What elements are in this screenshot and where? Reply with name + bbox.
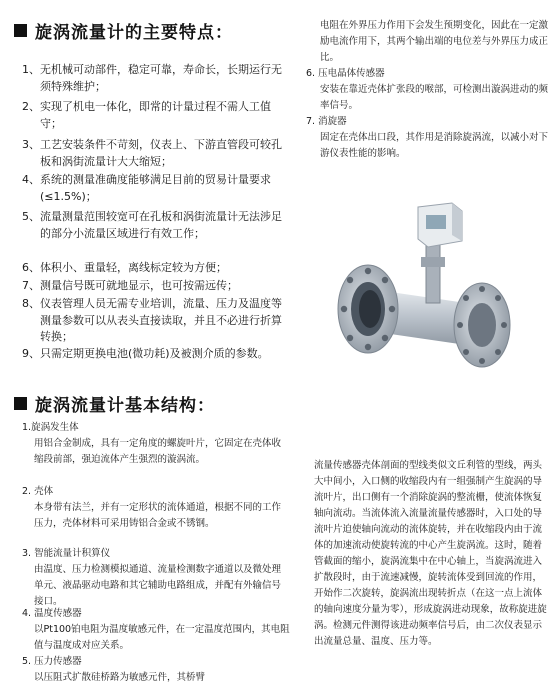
structure-item-title: 3. 智能流量计积算仪 bbox=[22, 548, 111, 559]
feature-text: 系统的测量准确度能够满足目前的贸易计量要求(≤1.5%)； bbox=[40, 173, 271, 203]
sensor-stem bbox=[426, 241, 440, 303]
feature-item bbox=[22, 62, 292, 95]
feature-text: 流量测量范围较宽可在孔板和涡街流量计无法涉足的部分小流量区域进行有效工作； bbox=[40, 210, 282, 240]
feature-number: 2、 bbox=[22, 100, 40, 113]
feature-text: 测量信号既可就地显示，也可按需远传； bbox=[40, 279, 238, 292]
structure-item-body: 本身带有法兰，并有一定形状的流体通道，根据不同的工作压力，壳体材料可采用铸铝合金或不锈钢。 bbox=[34, 502, 282, 529]
structure-heading-text: 旋涡流量计基本结构： bbox=[35, 396, 215, 416]
display-head-side bbox=[452, 203, 462, 241]
piezo-sensor-body: 安装在靠近壳体扩张段的喉部，可检测出漩涡进动的频率信号。 bbox=[320, 84, 549, 111]
feature-text: 仪表管理人员无需专业培训，流量、压力及温度等测量参数可以从表头直接读取，并且不必进行折算转换； bbox=[40, 297, 282, 343]
structure-item bbox=[22, 420, 290, 468]
structure-item bbox=[22, 654, 290, 686]
feature-item bbox=[22, 172, 292, 205]
stem-collar bbox=[421, 257, 445, 267]
structure-item-title: 1.旋涡发生体 bbox=[22, 422, 79, 433]
feature-number: 9、 bbox=[22, 347, 40, 360]
feature-text: 只需定期更换电池(微功耗)及被测介质的参数。 bbox=[40, 347, 269, 360]
flowmeter-photo bbox=[330, 197, 518, 373]
structure-item-body: 用铝合金制成，具有一定角度的螺旋叶片，它固定在壳体收缩段前部，强迫流体产生强烈的漩涡流。 bbox=[34, 438, 282, 465]
heading-square-icon bbox=[14, 24, 27, 37]
feature-item bbox=[22, 137, 292, 170]
feature-text: 无机械可动部件，稳定可靠，寿命长，长期运行无须特殊维护； bbox=[40, 63, 282, 93]
feature-item bbox=[22, 260, 292, 277]
feature-number: 8、 bbox=[22, 297, 40, 310]
deswirler-body: 固定在壳体出口段，其作用是消除旋涡流，以减小对下游仪表性能的影响。 bbox=[320, 132, 549, 159]
feature-number: 6、 bbox=[22, 261, 40, 274]
feature-text: 体积小、重量轻，离线标定较为方便； bbox=[40, 261, 227, 274]
feature-number: 1、 bbox=[22, 63, 40, 76]
structure-item-body: 以Pt100铂电阻为温度敏感元件，在一定温度范围内，其电阻值与温度成对应关系。 bbox=[34, 624, 290, 651]
structure-item-title: 2. 壳体 bbox=[22, 486, 54, 497]
piezo-sensor-title: 6. 压电晶体传感器 bbox=[306, 68, 385, 79]
structure-item-body: 由温度、压力检测模拟通道、流量检测数字通道以及微处理单元、液晶驱动电路和其它辅助电路组成，并配有外输信号接口。 bbox=[34, 564, 282, 607]
feature-item bbox=[22, 278, 292, 295]
structure-item bbox=[22, 606, 290, 654]
working-principle-text: 流量传感器壳体剖面的型线类似文丘利管的型线，两头大中间小，入口侧的收缩段内有一组强制产生旋涡的导流叶片，出口侧有一个消除旋涡的整流栅，使流体恢复轴向流动。当流体流入流量流量传感器时，入口处的导流叶片迫使轴向流动的流体旋转，并在收缩段内由于流体的加速流动使旋转流的中心产生旋涡流。这时，随着管截面的缩小，旋涡流集中在中心轴上，当旋涡流进入扩散段时，由于流速减慢，旋转流体受到回流的作用，开始作二次旋转，旋涡流出现转折点（在这一点上流体的轴向速度分量为零），形成旋涡进动现象，故称旋进旋涡。检测元件测得该进动频率信号后，由二次仪表显示出流量总量、温度、压力等。 bbox=[314, 460, 547, 647]
features-heading-text: 旋涡流量计的主要特点： bbox=[35, 23, 233, 43]
feature-item bbox=[22, 209, 292, 242]
display-window bbox=[426, 215, 446, 229]
right-flange-bore bbox=[468, 303, 496, 347]
structure-item bbox=[22, 484, 290, 532]
feature-text: 工艺安装条件不苛刻，仪表上、下游直管段可较孔板和涡街流量计大大缩短； bbox=[40, 138, 282, 168]
feature-number: 3、 bbox=[22, 138, 40, 151]
feature-number: 7、 bbox=[22, 279, 40, 292]
heading-square-icon bbox=[14, 397, 27, 410]
feature-number: 5、 bbox=[22, 210, 40, 223]
feature-item bbox=[22, 346, 292, 363]
feature-number: 4、 bbox=[22, 173, 40, 186]
structure-item bbox=[22, 546, 290, 610]
feature-text: 实现了机电一体化，即常的计量过程不需人工值守； bbox=[40, 100, 271, 130]
left-flange-inner bbox=[359, 290, 381, 328]
pressure-sensor-continued: 电阻在外界压力作用下会发生预期变化，因此在一定激励电流作用下，其两个输出端的电位差与外界压力成正比。 bbox=[320, 20, 549, 63]
structure-heading bbox=[14, 391, 215, 416]
features-heading bbox=[14, 18, 233, 43]
feature-item bbox=[22, 296, 292, 346]
structure-item-title: 5. 压力传感器 bbox=[22, 656, 82, 667]
deswirler-title: 7. 消旋器 bbox=[306, 116, 347, 127]
feature-item bbox=[22, 99, 292, 132]
structure-item-title: 4. 温度传感器 bbox=[22, 608, 82, 619]
structure-item-body: 以压阻式扩散硅桥路为敏感元件，其桥臂 bbox=[34, 672, 206, 683]
